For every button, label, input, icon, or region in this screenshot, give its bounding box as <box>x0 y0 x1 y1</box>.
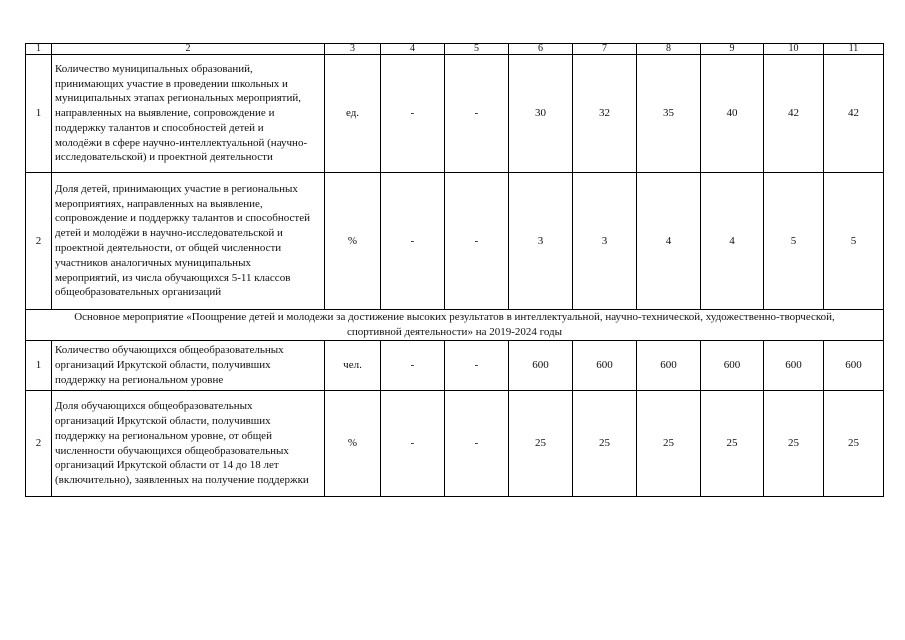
section-row <box>26 310 884 341</box>
row-number: 1 <box>26 55 52 173</box>
indicator-name-line: поддержку на региональном уровне <box>55 373 224 386</box>
indicator-name-line: организаций Иркутской области, получивших <box>55 359 271 372</box>
column-number-row <box>26 44 884 55</box>
value-cell: 600 <box>509 341 573 391</box>
column-number: 9 <box>701 44 764 55</box>
column-number: 3 <box>325 44 381 55</box>
indicator-name-line: поддержку талантов и способностей детей и <box>55 121 264 134</box>
value-cell: 25 <box>701 391 764 497</box>
value-cell: 600 <box>637 341 701 391</box>
indicator-name-line: муниципальных этапах региональных мероприятий, <box>55 92 302 105</box>
indicator-name <box>52 55 325 173</box>
column-number: 10 <box>764 44 824 55</box>
value-cell: 30 <box>509 55 573 173</box>
value-cell: 35 <box>637 55 701 173</box>
unit-cell: % <box>325 173 381 310</box>
base-value-cell: - <box>445 391 509 497</box>
indicator-name-line: мероприятий, из числа обучающихся 5-11 классов <box>55 271 291 284</box>
value-cell: 600 <box>573 341 637 391</box>
value-cell: 600 <box>824 341 884 391</box>
column-number: 4 <box>381 44 445 55</box>
indicator-name <box>52 173 325 310</box>
value-cell: 42 <box>764 55 824 173</box>
indicator-name-line: организаций Иркутской области от 14 до 18 лет <box>55 459 279 472</box>
indicator-name-line: детей и молодёжи в научно-исследовательской и <box>55 227 283 240</box>
value-cell: 4 <box>701 173 764 310</box>
value-cell: 3 <box>509 173 573 310</box>
column-number: 2 <box>52 44 325 55</box>
indicator-name-line: сопровождение и поддержку талантов и способностей <box>55 212 310 225</box>
column-number: 11 <box>824 44 884 55</box>
table-row <box>26 391 884 497</box>
value-cell: 5 <box>824 173 884 310</box>
indicator-name-line: направленных на выявление, сопровождение и <box>55 107 275 120</box>
value-cell: 25 <box>509 391 573 497</box>
value-cell: 3 <box>573 173 637 310</box>
indicator-name-line: Доля детей, принимающих участие в региональных <box>55 182 298 195</box>
value-cell: 5 <box>764 173 824 310</box>
base-value-cell: - <box>445 173 509 310</box>
base-value-cell: - <box>381 391 445 497</box>
row-number: 2 <box>26 391 52 497</box>
row-number: 1 <box>26 341 52 391</box>
unit-cell: ед. <box>325 55 381 173</box>
section-title-line: спортивной деятельности» на 2019-2024 годы <box>346 326 563 338</box>
indicator-name-line: принимающих участие в проведении школьных и <box>55 77 288 90</box>
base-value-cell: - <box>445 341 509 391</box>
indicators-table <box>25 43 884 497</box>
value-cell: 25 <box>637 391 701 497</box>
table-row <box>26 341 884 391</box>
indicator-name-line: организаций Иркутской области, получивших <box>55 414 271 427</box>
column-number: 7 <box>573 44 637 55</box>
table-row <box>26 55 884 173</box>
unit-cell: % <box>325 391 381 497</box>
indicator-name-line: участников аналогичных муниципальных <box>55 256 251 269</box>
base-value-cell: - <box>445 55 509 173</box>
column-number: 1 <box>26 44 52 55</box>
value-cell: 25 <box>764 391 824 497</box>
value-cell: 25 <box>824 391 884 497</box>
column-number: 5 <box>445 44 509 55</box>
table-row <box>26 173 884 310</box>
indicator-name-line: проектной деятельности, от общей численности <box>55 242 282 254</box>
row-number: 2 <box>26 173 52 310</box>
value-cell: 25 <box>573 391 637 497</box>
column-number: 6 <box>509 44 573 55</box>
indicator-name <box>52 391 325 497</box>
base-value-cell: - <box>381 341 445 391</box>
value-cell: 4 <box>637 173 701 310</box>
indicator-name-line: молодёжи в сфере научно-интеллектуальной (научно- <box>55 136 308 149</box>
value-cell: 32 <box>573 55 637 173</box>
section-title-line: Основное мероприятие «Поощрение детей и молодежи за достижение высоких результатов в интеллектуальной, научно-технической, художественно-творческой, <box>74 311 835 323</box>
value-cell: 40 <box>701 55 764 173</box>
indicator-name-line: мероприятиях, направленных на выявление, <box>55 197 263 210</box>
indicator-name-line: Количество обучающихся общеобразовательных <box>55 344 284 357</box>
indicator-name-line: численности обучающихся общеобразовательных <box>55 444 289 457</box>
value-cell: 42 <box>824 55 884 173</box>
indicator-name-line: Количество муниципальных образований, <box>55 62 253 75</box>
indicator-name-line: поддержку на региональном уровне, от общей <box>55 429 272 442</box>
base-value-cell: - <box>381 173 445 310</box>
value-cell: 600 <box>764 341 824 391</box>
indicator-name <box>52 341 325 391</box>
indicator-name-line: общеобразовательных организаций <box>55 286 222 299</box>
indicator-name-line: исследовательской) и проектной деятельности <box>55 151 273 164</box>
column-number: 8 <box>637 44 701 55</box>
indicator-name-line: (включительно), заявленных на получение поддержки <box>55 474 309 487</box>
indicator-name-line: Доля обучающихся общеобразовательных <box>55 400 253 413</box>
section-title <box>26 310 884 341</box>
base-value-cell: - <box>381 55 445 173</box>
unit-cell: чел. <box>325 341 381 391</box>
value-cell: 600 <box>701 341 764 391</box>
